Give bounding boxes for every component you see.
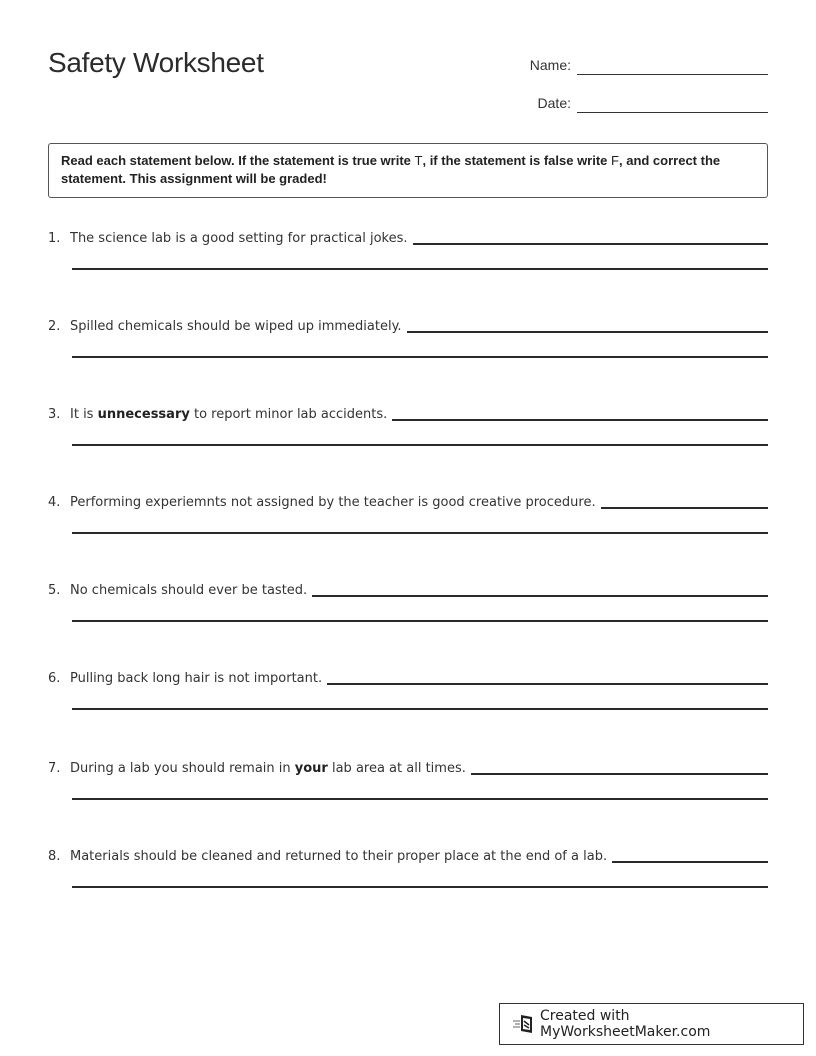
name-line[interactable] [577, 74, 768, 75]
answer-line[interactable] [471, 773, 768, 775]
question-2 [48, 314, 768, 374]
question-text: Pulling back long hair is not important. [70, 671, 323, 686]
question-text: Performing experiemnts not assigned by the teacher is good creative procedure. [70, 495, 596, 510]
question-text: Spilled chemicals should be wiped up immediately. [70, 319, 402, 334]
question-4 [48, 490, 768, 550]
correction-line[interactable] [72, 356, 768, 358]
true-letter: T [414, 153, 423, 168]
correction-line[interactable] [72, 708, 768, 710]
answer-line[interactable] [601, 507, 768, 509]
correction-line[interactable] [72, 444, 768, 446]
question-number: 5. [48, 583, 61, 598]
correction-line[interactable] [72, 268, 768, 270]
correction-line[interactable] [72, 798, 768, 800]
question-text: During a lab you should remain in your lab area at all times. [70, 761, 466, 776]
question-number: 7. [48, 761, 61, 776]
question-number: 3. [48, 407, 61, 422]
footer-text: Created with MyWorksheetMaker.com [540, 1008, 711, 1040]
worksheet-maker-logo-icon [512, 1013, 536, 1035]
question-number: 4. [48, 495, 61, 510]
question-text: The science lab is a good setting for practical jokes. [70, 231, 408, 246]
instructions-box [48, 143, 768, 198]
footer-badge[interactable] [499, 1003, 804, 1045]
page-title: Safety Worksheet [48, 47, 264, 78]
name-label: Name: [529, 57, 571, 73]
question-7 [48, 756, 768, 816]
answer-line[interactable] [327, 683, 768, 685]
correction-line[interactable] [72, 620, 768, 622]
answer-line[interactable] [312, 595, 768, 597]
correction-line[interactable] [72, 532, 768, 534]
question-text: No chemicals should ever be tasted. [70, 583, 308, 598]
question-1 [48, 226, 768, 286]
date-label: Date: [537, 95, 571, 111]
question-5 [48, 578, 768, 638]
question-text: It is unnecessary to report minor lab accidents. [70, 407, 388, 422]
question-3 [48, 402, 768, 462]
question-number: 8. [48, 849, 61, 864]
date-field[interactable] [500, 83, 768, 113]
date-line[interactable] [577, 112, 768, 113]
answer-line[interactable] [407, 331, 768, 333]
correction-line[interactable] [72, 886, 768, 888]
question-number: 2. [48, 319, 61, 334]
question-6 [48, 666, 768, 726]
name-field[interactable] [500, 45, 768, 75]
false-letter: F [611, 153, 619, 168]
question-text: Materials should be cleaned and returned to their proper place at the end of a lab. [70, 849, 608, 864]
question-number: 6. [48, 671, 61, 686]
question-8 [48, 844, 768, 904]
question-number: 1. [48, 231, 61, 246]
answer-line[interactable] [413, 243, 769, 245]
instructions-text-3: , and correct the statement. This assignment will be graded! [61, 153, 721, 186]
instructions-text-1: Read each statement below. If the statement is true write [61, 153, 415, 168]
answer-line[interactable] [612, 861, 768, 863]
instructions-text-2: , if the statement is false write [422, 153, 612, 168]
answer-line[interactable] [392, 419, 768, 421]
